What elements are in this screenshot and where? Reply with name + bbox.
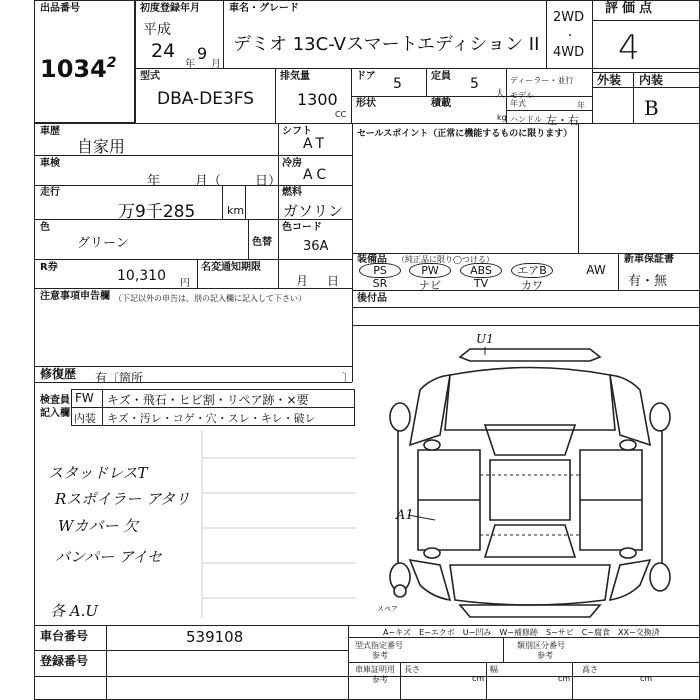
tax-notice-day: 日 [327,274,340,288]
recycle-unit: 円 [180,278,190,289]
first-registration-era: 平成 [143,22,171,38]
load-unit: kg [497,113,507,122]
capacity-value: 5 [470,76,479,92]
first-registration-year: 24 [151,40,176,62]
displacement-unit: CC [335,110,347,119]
equipment-label: 装備品 [357,254,387,265]
first-registration-label: 初度登録年月 [140,3,200,14]
inspection-day-unit: 日） [255,174,282,189]
designation-sub: 参考 [372,651,388,660]
chassis-value: 539108 [186,628,244,646]
shift-label: シフト [282,126,312,137]
doors-label: ドア [356,71,376,82]
katashiki-label: 型式 [140,71,160,82]
exterior-label: 外装 [597,73,622,87]
stock-number: 1034 [40,55,107,83]
mileage-label: 走行 [40,187,60,198]
shift-value: AT [303,136,329,152]
width-cm: cm [558,674,571,683]
doors-value: 5 [393,76,402,92]
tax-notice-month: 月 [296,274,309,288]
mileage-unit: km [227,204,245,217]
repair-value: 有〔箇所 [95,371,144,385]
stock-number-label: 出品番号 [40,3,80,14]
note-3: Wカバー 欠 [58,517,139,535]
history-value: 自家用 [77,137,126,156]
inspector-label1: 検査員 [40,395,70,406]
capacity-unit: 人 [495,89,505,100]
fuel-label: 燃料 [282,187,302,198]
dealer-label: ディーラー・並行 [510,76,574,85]
equipment-item: ABS [460,263,502,278]
handle-value: 左・右 [546,114,579,127]
equipment-item: SR [372,277,388,290]
inspection-month-unit: 月（ [195,174,222,189]
equipment-item: エアB [511,263,553,278]
note-1: スタッドレスT [48,464,148,482]
interior-label: 内装 [639,73,664,87]
sales-point-label: セールスポイント（正常に機能するものに限ります） [357,129,573,139]
note-2: Rスポイラー アタリ [55,490,191,508]
model-name-label: 車名・グレード [229,3,299,14]
equipment-item: TV [473,277,489,290]
repair-label: 修復歴 [40,367,77,381]
handle-label: ハンドル [510,115,542,124]
displacement-value: 1300 [297,90,338,109]
load-label: 積載 [431,98,451,109]
recycle-value: 10,310 [117,268,166,284]
dims-label: 車庫証明用 [355,665,395,674]
damage-mark-top: U1 [476,332,494,346]
inspection-label: 車検 [40,158,60,169]
equipment-item: ナビ [419,279,441,292]
length-cm: cm [472,674,485,683]
color-code-value: 36A [303,239,329,254]
equipment-note: （純正品に限り◯つける） [397,255,494,264]
warranty-value: 有・無 [628,274,668,289]
designation-label: 型式指定番号 [355,641,403,650]
car-damage-diagram [380,335,680,625]
plate-label: 登録番号 [40,654,89,668]
width-label: 幅 [490,665,498,674]
drive-4wd: 4WD [553,45,585,60]
drive-dot: ・ [565,31,575,42]
inspector-interior-items: キズ・汚レ・コゲ・穴・スレ・キレ・破レ [107,412,316,425]
warranty-label: 新車保証書 [624,254,674,265]
aircon-label: 冷房 [282,158,302,169]
first-registration-month: 9 [197,44,208,63]
stock-number-value [40,55,117,83]
stock-number-suffix: 2 [106,55,117,71]
dims-sub: 参考 [372,675,388,684]
model-year-label1: モデル [510,91,534,100]
spare-label: スペア [377,605,398,613]
damage-legend: A−キズ E−エクボ U−凹み W−補修跡 S−サビ C−腐食 XX−交換済 [383,628,660,637]
month-unit: 月 [211,59,221,70]
model-year-label2: 年式 [510,99,526,108]
height-cm: cm [640,674,653,683]
height-label: 高さ [582,665,598,674]
interior-value: B [644,96,659,120]
fuel-value: ガソリン [283,202,344,220]
equipment-item: PW [409,263,451,278]
color-label: 色 [40,222,50,233]
inspection-year-unit: 年 [147,174,161,189]
repair-close: 〕 [342,371,355,385]
capacity-label: 定員 [431,71,451,82]
score-label: 評価点 [605,1,657,16]
body-shape-label: 形状 [356,98,376,109]
notes-sublabel: （下記以外の申告は、別の記入欄に記入して下さい） [114,294,306,303]
length-label: 長さ [404,665,420,674]
equipment-item: AW [586,263,606,277]
inspector-fw-label: FW [75,391,94,405]
mileage-value: 万9千285 [118,202,196,222]
drive-2wd: 2WD [553,10,585,25]
category-sub: 参考 [537,651,553,660]
equipment-item: PS [359,263,401,278]
note-5: 各 A.U [50,602,99,620]
category-label: 類別区分番号 [517,641,565,650]
katashiki-value: DBA-DE3FS [157,89,255,109]
model-name-value: デミオ 13C-Vスマートエディション II [233,34,540,55]
tax-notice-label: 名変通知期限 [201,262,261,273]
color-change-label: 色替 [252,237,272,248]
year-unit: 年 [185,59,195,70]
history-label: 車歴 [40,126,60,137]
recycle-label: R券 [40,262,58,273]
displacement-label: 排気量 [280,71,310,82]
inspector-label2: 記入欄 [40,408,70,419]
model-year-unit: 年 [577,101,585,110]
color-value: グリーン [77,236,129,251]
equipment-item: カワ [521,279,543,292]
score-value: 4 [618,28,640,68]
color-code-label: 色コード [282,222,322,233]
inspector-interior-label: 内装 [74,412,96,425]
aftermarket-label: 後付品 [357,293,387,304]
note-4: バンパー アイセ [55,548,162,566]
inspector-fw-items: キズ・飛石・ヒビ割・リペア跡・×要 [107,393,309,407]
aircon-value: AC [303,167,331,183]
damage-mark-left: A1 [396,508,414,523]
chassis-label: 車台番号 [40,629,89,643]
notes-label: 注意事項申告欄 [40,291,110,302]
